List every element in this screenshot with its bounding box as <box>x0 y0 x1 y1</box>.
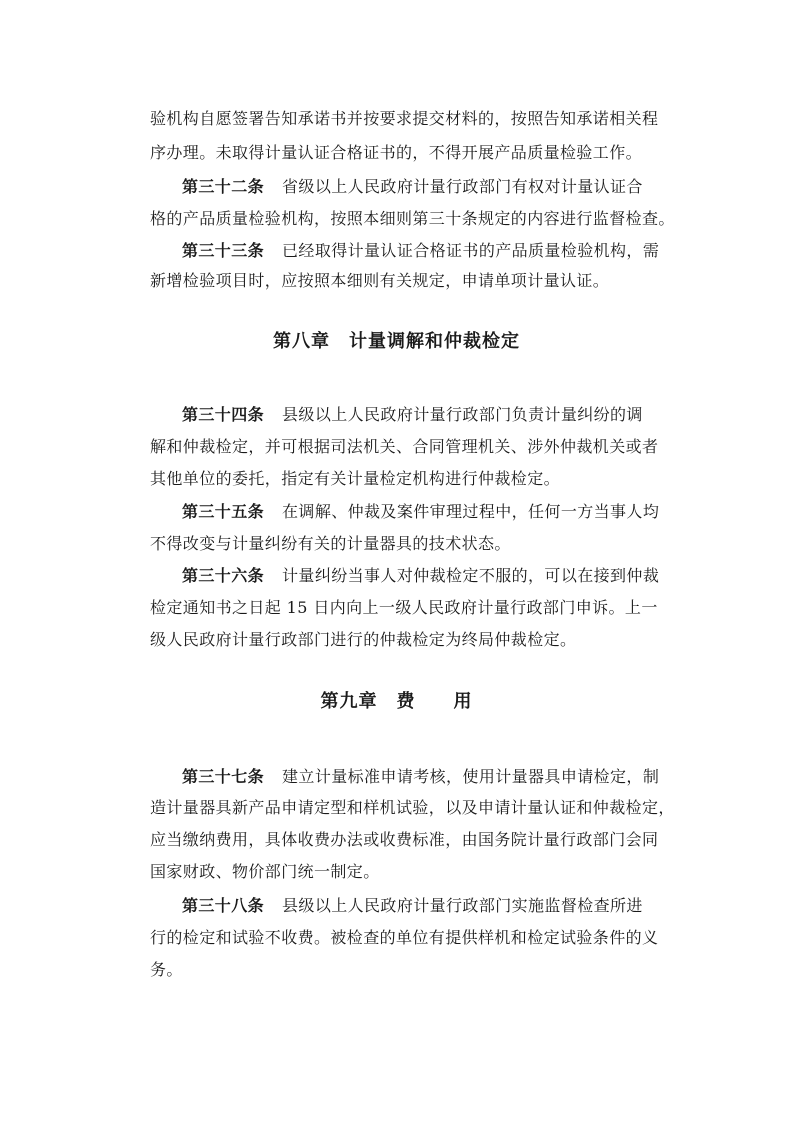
paragraph-text: 省级以上人民政府计量行政部门有权对计量认证合 <box>282 177 643 196</box>
paragraph-line: 格的产品质量检验机构，按照本细则第三十条规定的内容进行监督检查。 <box>150 209 675 228</box>
paragraph-line: 解和仲裁检定，并可根据司法机关、合同管理机关、涉外仲裁机关或者 <box>150 437 659 456</box>
article-label: 第三十五条 <box>182 502 265 521</box>
paragraph-text: 在调解、仲裁及案件审理过程中，任何一方当事人均 <box>282 502 660 521</box>
paragraph-line: 级人民政府计量行政部门进行的仲裁检定为终局仲裁检定。 <box>150 630 577 649</box>
article-label: 第三十三条 <box>182 241 265 260</box>
article-38 <box>182 896 643 916</box>
article-34 <box>182 405 643 425</box>
article-label: 第三十八条 <box>182 896 265 915</box>
article-label: 第三十六条 <box>182 566 265 585</box>
article-label: 第三十七条 <box>182 767 265 786</box>
article-label: 第三十四条 <box>182 405 265 424</box>
chapter-9-heading: 第九章 费 用 <box>320 691 473 712</box>
paragraph-text: 已经取得计量认证合格证书的产品质量检验机构，需 <box>282 241 660 260</box>
paragraph-text: 计量纠纷当事人对仲裁检定不服的，可以在接到仲裁 <box>282 566 660 585</box>
article-36 <box>182 566 659 586</box>
paragraph-line: 行的检定和试验不收费。被检查的单位有提供样机和检定试验条件的义 <box>150 928 659 947</box>
paragraph-line: 检定通知书之日起 15 日内向上一级人民政府计量行政部门申诉。上一 <box>150 598 658 617</box>
paragraph-line: 不得改变与计量纠纷有关的计量器具的技术状态。 <box>150 534 511 553</box>
paragraph-text: 县级以上人民政府计量行政部门实施监督检查所进 <box>282 896 643 915</box>
paragraph-line: 验机构自愿签署告知承诺书并按要求提交材料的，按照告知承诺相关程 <box>150 109 659 128</box>
paragraph-line: 其他单位的委托，指定有关计量检定机构进行仲裁检定。 <box>150 469 561 488</box>
paragraph-line: 造计量器具新产品申请定型和样机试验，以及申请计量认证和仲裁检定， <box>150 798 675 817</box>
paragraph-line: 序办理。未取得计量认证合格证书的，不得开展产品质量检验工作。 <box>150 143 643 162</box>
article-33 <box>182 241 659 261</box>
article-32 <box>182 177 643 197</box>
paragraph-line: 务。 <box>150 960 183 979</box>
article-label: 第三十二条 <box>182 177 265 196</box>
paragraph-text: 县级以上人民政府计量行政部门负责计量纠纷的调 <box>282 405 643 424</box>
chapter-8-heading: 第八章 计量调解和仲裁检定 <box>273 331 520 352</box>
paragraph-line: 应当缴纳费用，具体收费办法或收费标准，由国务院计量行政部门会同 <box>150 830 659 849</box>
article-37 <box>182 767 659 787</box>
article-35 <box>182 502 659 522</box>
paragraph-line: 国家财政、物价部门统一制定。 <box>150 862 380 881</box>
paragraph-line: 新增检验项目时，应按照本细则有关规定，申请单项计量认证。 <box>150 271 610 290</box>
paragraph-text: 建立计量标准申请考核，使用计量器具申请检定，制 <box>282 767 660 786</box>
